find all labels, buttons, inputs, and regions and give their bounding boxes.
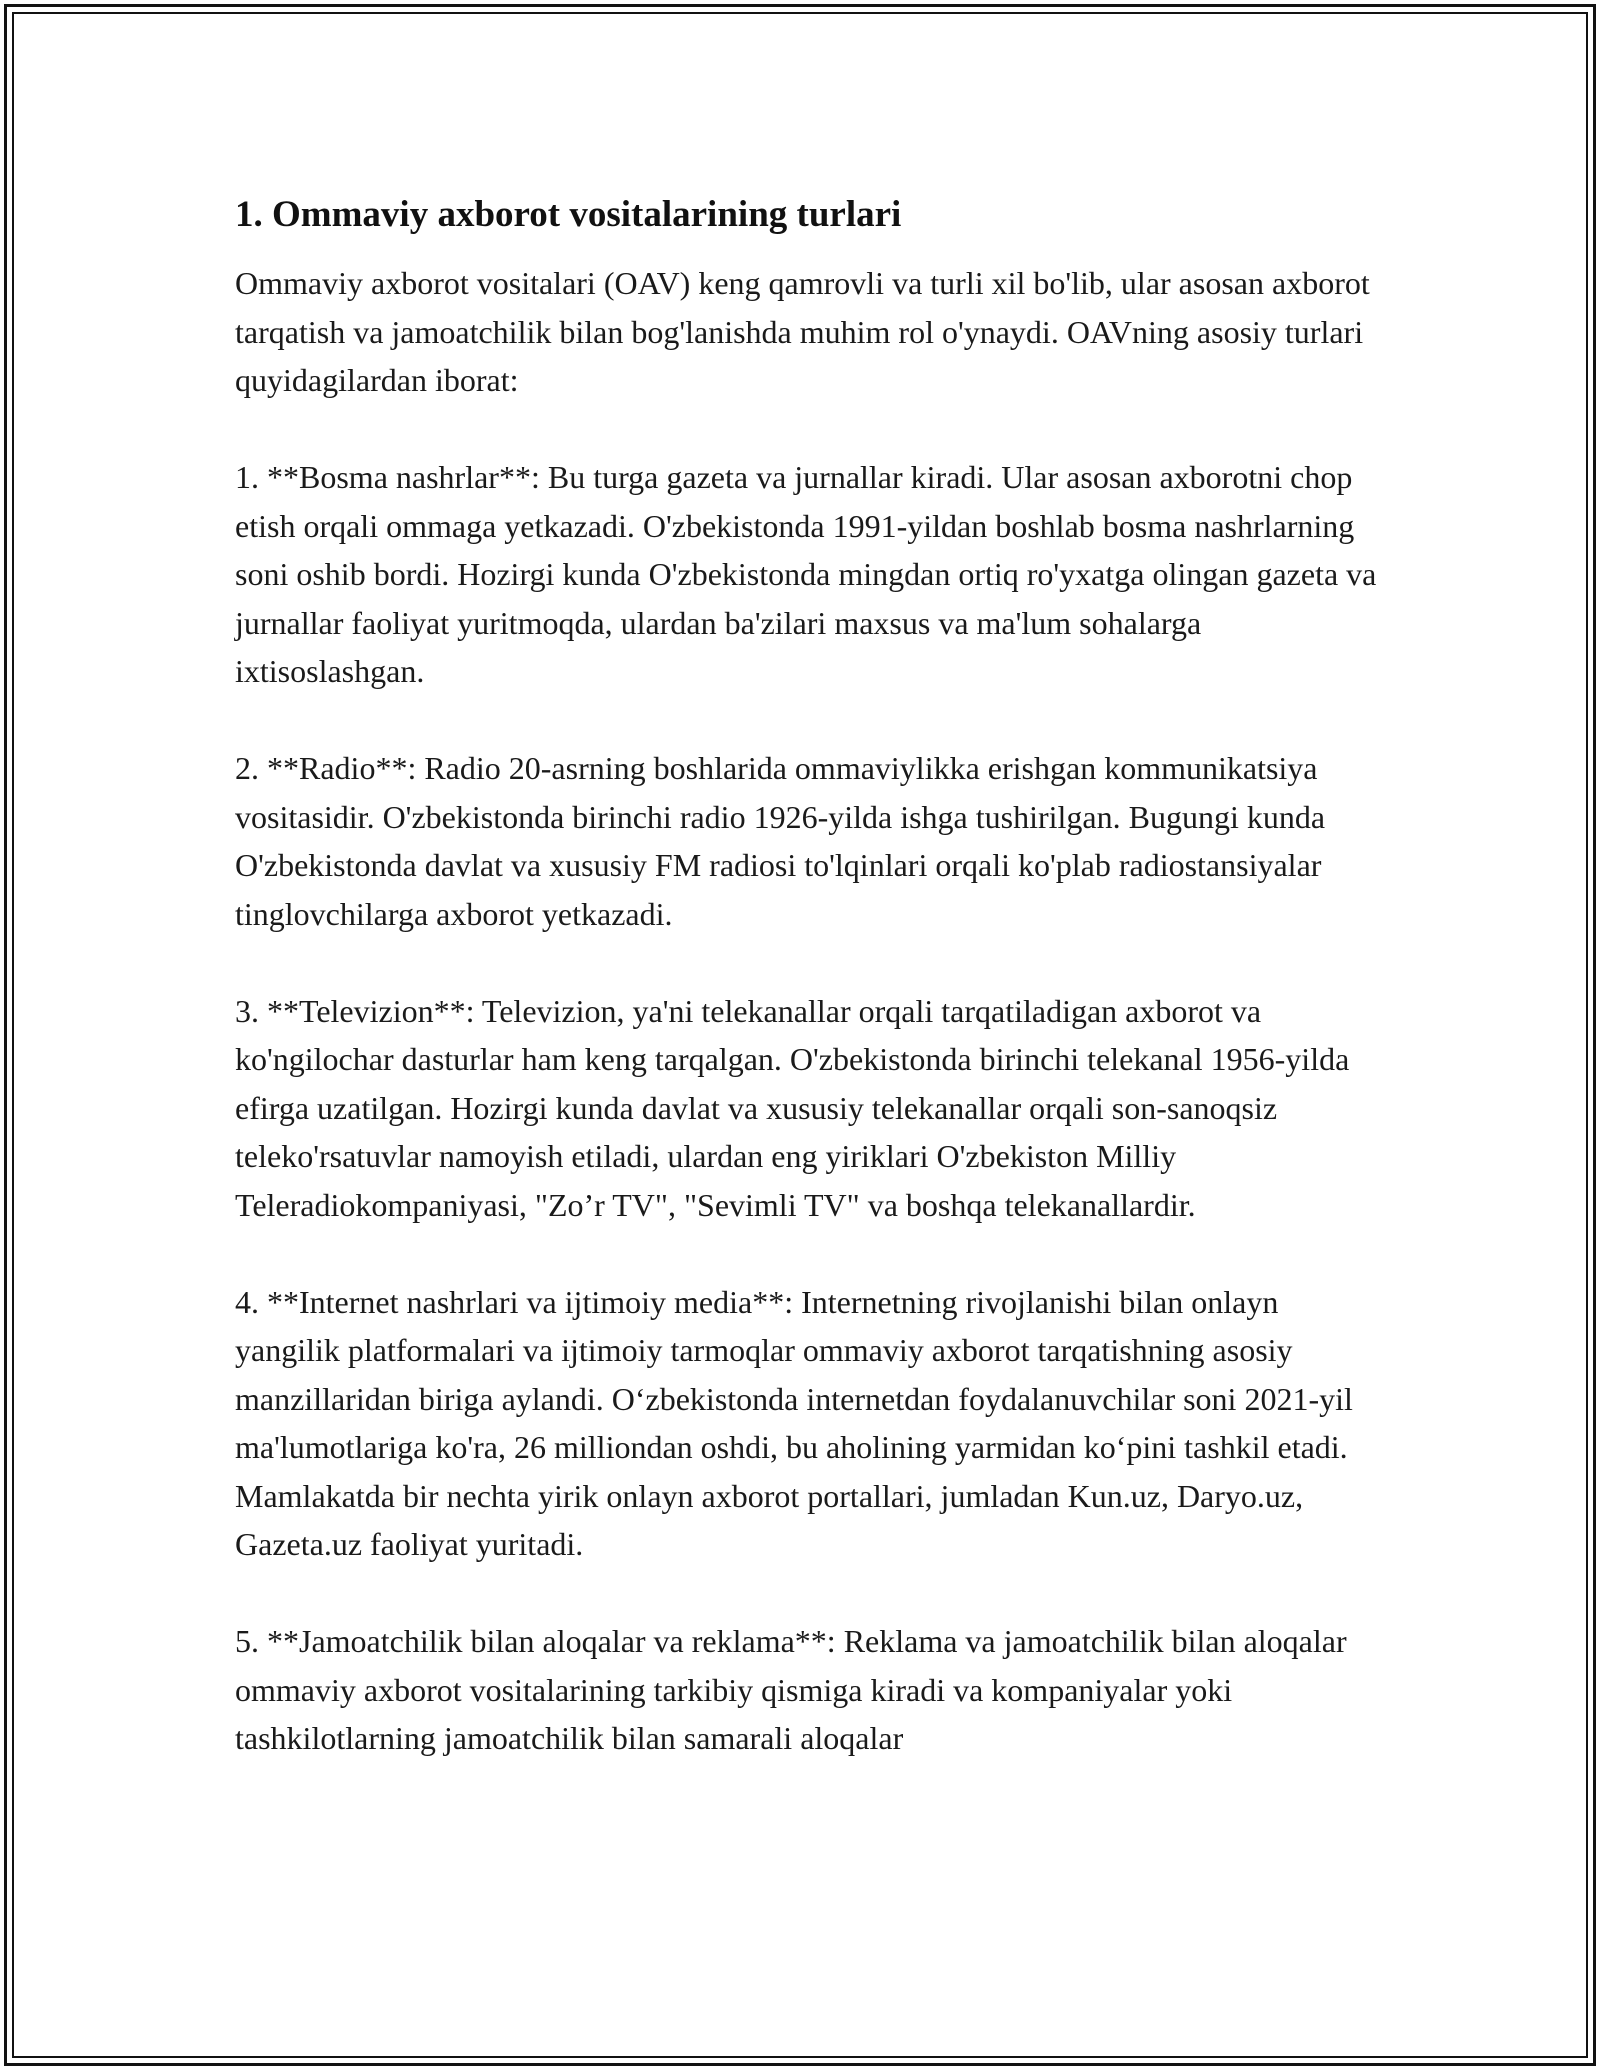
paragraph-public-relations: 5. **Jamoatchilik bilan aloqalar va reklama**: Reklama va jamoatchilik bilan aloqalar ommaviy axborot vositalarining tarkibiy qismiga kiradi va kompaniyalar yoki tashkilotlarning jamoatchilik bilan samarali aloqalar (235, 1623, 1347, 1756)
paragraph-television: 3. **Televizion**: Televizion, ya'ni telekanallar orqali tarqatiladigan axborot va ko'ngilochar dasturlar ham keng tarqalgan. O'zbekistonda birinchi telekanal 1956-yilda efirga uzatilgan. Hozirgi kunda davlat va xususiy telekanallar orqali son-sanoqsiz teleko'rsatuvlar namoyish etiladi, ulardan eng yiriklari O'zbekiston Milliy Teleradiokompaniyasi, "Zo’r TV", "Sevimli TV" va boshqa telekanallardir. (235, 992, 1350, 1223)
paragraph-print-media: 1. **Bosma nashrlar**: Bu turga gazeta va jurnallar kiradi. Ular asosan axborotni chop etish orqali ommaga yetkazadi. O'zbekistonda 1991-yildan boshlab bosma nashrlarning soni oshib bordi. Hozirgi kunda O'zbekistonda mingdan ortiq ro'yxatga olingan gazeta va jurnallar faoliyat yuritmoqda, ulardan ba'zilari maxsus va ma'lum sohalarga ixtisoslashgan. (235, 459, 1377, 689)
section-heading: 1. Ommaviy axborot vositalarining turlari (235, 194, 902, 235)
paragraph-radio: 2. **Radio**: Radio 20-asrning boshlarida ommaviylikka erishgan kommunikatsiya vositasidir. O'zbekistonda birinchi radio 1926-yilda ishga tushirilgan. Bugungi kunda O'zbekistonda davlat va xususiy FM radiosi to'lqinlari orqali ko'plab radiostansiyalar tinglovchilarga axborot yetkazadi. (235, 750, 1326, 932)
document-body (235, 185, 1385, 1763)
paragraph-internet-media: 4. **Internet nashrlari va ijtimoiy media**: Internetning rivojlanishi bilan onlayn yangilik platformalari va ijtimoiy tarmoqlar ommaviy axborot tarqatishning asosiy manzillaridan biriga aylandi. O‘zbekistonda internetdan foydalanuvchilar soni 2021-yil ma'lumotlariga ko'ra, 26 milliondan oshdi, bu aholining yarmidan ko‘pini tashkil etadi. Mamlakatda bir nechta yirik onlayn axborot portallari, jumladan Kun.uz, Daryo.uz, Gazeta.uz faoliyat yuritadi. (235, 1283, 1353, 1562)
intro-paragraph: Ommaviy axborot vositalari (OAV) keng qamrovli va turli xil bo'lib, ular asosan axborot tarqatish va jamoatchilik bilan bog'lanishda muhim rol o'ynaydi. OAVning asosiy turlari quyidagilardan iborat: (235, 265, 1370, 398)
